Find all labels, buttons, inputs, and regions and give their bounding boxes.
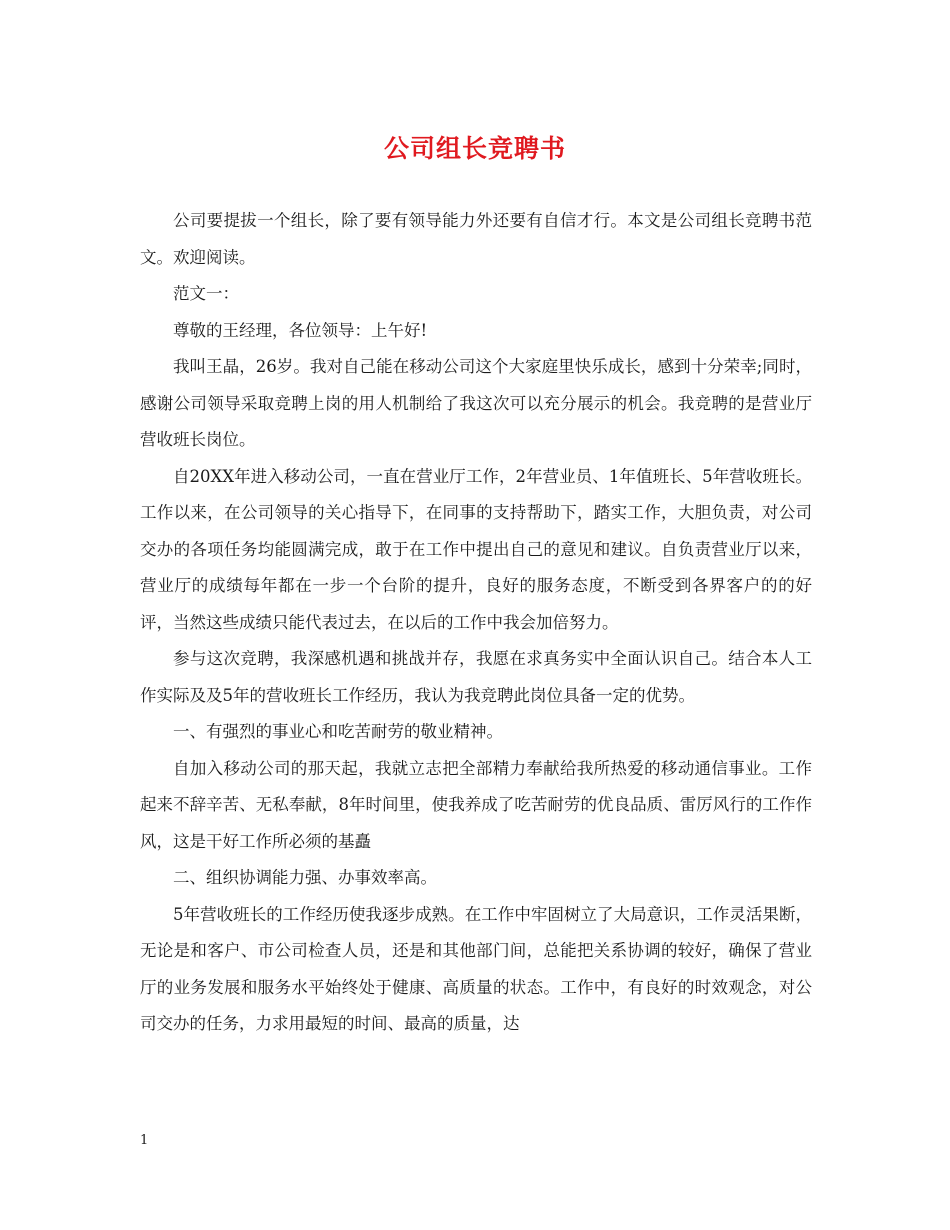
- paragraph-point-two-heading: 二、组织协调能力强、办事效率高。: [173, 868, 437, 887]
- page-number: 1: [140, 1133, 149, 1148]
- paragraph-sample-heading: 范文一：: [173, 284, 239, 303]
- paragraph-work-history: 自20XX年进入移动公司，一直在营业厅工作，2年营业员、1年值班长、5年营收班长。工作以来，在公司领导的关心指导下，在同事的支持帮助下，踏实工作，大胆负责，对公司交办的各项任务均能圆满完成，敢于在工作中提出自己的意见和建议。自负责营业厅以来，营业厅的成绩每年都在一步一个台阶的提升，良好的服务态度，不断受到各界客户的的好评，当然这些成绩只能代表过去，在以后的工作中我会加倍努力。: [140, 466, 812, 632]
- paragraph-point-one-body: 自加入移动公司的那天起，我就立志把全部精力奉献给我所热爱的移动通信事业。工作起来不辞辛苦、无私奉献，8年时间里，使我养成了吃苦耐劳的优良品质、雷厉风行的工作作风，这是干好工作所必须的基矗: [140, 758, 812, 851]
- document-body: [140, 203, 812, 1043]
- paragraph-advantages-intro: 参与这次竞聘，我深感机遇和挑战并存，我愿在求真务实中全面认识自己。结合本人工作实际及及5年的营收班长工作经历，我认为我竞聘此岗位具备一定的优势。: [140, 649, 812, 705]
- paragraph-self-introduction: 我叫王晶，26岁。我对自己能在移动公司这个大家庭里快乐成长，感到十分荣幸;同时，感谢公司领导采取竞聘上岗的用人机制给了我这次可以充分展示的机会。我竞聘的是营业厅营收班长岗位。: [140, 357, 812, 449]
- document-title: 公司组长竞聘书: [383, 134, 566, 163]
- paragraph-point-one-heading: 一、有强烈的事业心和吃苦耐劳的敬业精神。: [173, 722, 503, 741]
- paragraph-intro: 公司要提拔一个组长，除了要有领导能力外还要有自信才行。本文是公司组长竞聘书范文。欢迎阅读。: [140, 211, 812, 267]
- paragraph-salutation: 尊敬的王经理，各位领导：上午好!: [173, 320, 428, 340]
- paragraph-point-two-body: 5年营收班长的工作经历使我逐步成熟。在工作中牢固树立了大局意识，工作灵活果断，无论是和客户、市公司检查人员，还是和其他部门间，总能把关系协调的较好，确保了营业厅的业务发展和服务水平始终处于健康、高质量的状态。工作中，有良好的时效观念，对公司交办的任务，力求用最短的时间、最高的质量，达: [140, 904, 812, 1033]
